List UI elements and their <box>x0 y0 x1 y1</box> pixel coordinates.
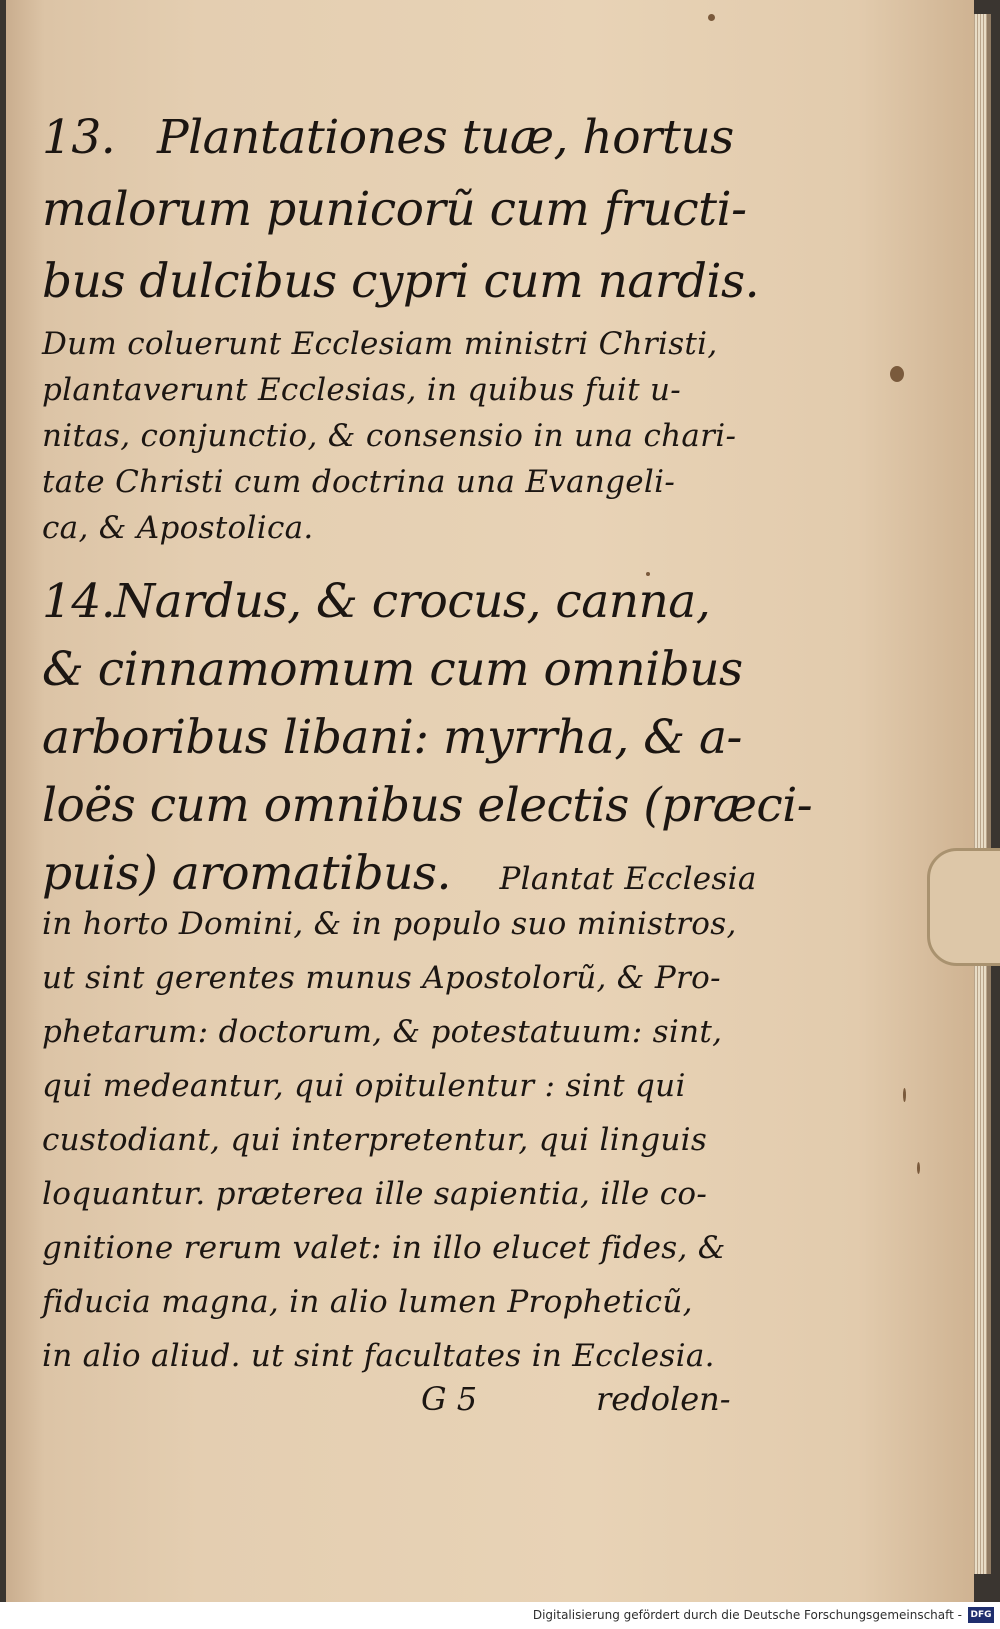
verse-13-line-2: malorum punicorũ cum fructi- <box>42 182 747 237</box>
commentary-14-line-3: phetarum: doctorum, & potestatuum: sint, <box>42 1014 723 1050</box>
page-tab-marker <box>927 848 1000 966</box>
commentary-13-line-2: plantaverunt Ecclesias, in quibus fuit u- <box>42 372 682 408</box>
verse-14-line-3: arboribus libani: myrrha, & a- <box>42 710 742 765</box>
commentary-13-line-5: ca, & Apostolica. <box>42 510 314 546</box>
verse-14-line-4: loës cum omnibus electis (præci- <box>42 778 813 833</box>
verse-14-line-1 <box>42 574 732 629</box>
commentary-14-line-1: in horto Domini, & in populo suo ministros, <box>42 906 737 942</box>
verse-14-line-5 <box>42 846 757 901</box>
ink-spot <box>903 1088 906 1102</box>
commentary-14-line-7: gnitione rerum valet: in illo elucet fides, & <box>42 1230 726 1266</box>
verse-14-line-2: & cinnamomum cum omnibus <box>42 642 743 697</box>
verse-text: Nardus, & crocus, canna, <box>114 574 711 629</box>
commentary-14-start: Plantat Ecclesia <box>499 861 757 897</box>
ink-spot <box>917 1162 920 1174</box>
verse-number-13: 13. <box>42 110 116 165</box>
book-page <box>6 0 974 1602</box>
commentary-14-line-5: custodiant, qui interpretentur, qui linguis <box>42 1122 708 1158</box>
footer-credit: Digitalisierung gefördert durch die Deutsche Forschungsgemeinschaft - <box>532 1608 962 1622</box>
footer-bar <box>0 1602 1000 1629</box>
verse-number-14: 14. <box>42 574 116 629</box>
verse-text: Plantationes tuæ, hortus <box>157 110 734 165</box>
verse-13-line-1 <box>42 110 732 165</box>
commentary-14-line-9: in alio aliud. ut sint facultates in Ecclesia. <box>42 1338 715 1374</box>
catchword: redolen- <box>596 1380 731 1418</box>
verse-text: puis) aromatibus. <box>42 846 451 901</box>
verse-13-line-3: bus dulcibus cypri cum nardis. <box>42 254 760 309</box>
commentary-14-line-8: fiducia magna, in alio lumen Propheticũ, <box>42 1284 693 1320</box>
commentary-13-line-3: nitas, conjunctio, & consensio in una chari- <box>42 418 737 454</box>
commentary-14-line-2: ut sint gerentes munus Apostolorũ, & Pro- <box>42 960 721 996</box>
dfg-logo: DFG <box>968 1607 994 1623</box>
ink-spot <box>890 366 904 382</box>
commentary-14-line-6: loquantur. præterea ille sapientia, ille co- <box>42 1176 708 1212</box>
commentary-14-line-4: qui medeantur, qui opitulentur : sint qui <box>42 1068 686 1104</box>
commentary-13-line-4: tate Christi cum doctrina una Evangeli- <box>42 464 676 500</box>
signature-mark: G 5 <box>421 1380 478 1418</box>
commentary-13-line-1: Dum coluerunt Ecclesiam ministri Christi, <box>42 326 718 362</box>
ink-spot <box>708 14 715 21</box>
